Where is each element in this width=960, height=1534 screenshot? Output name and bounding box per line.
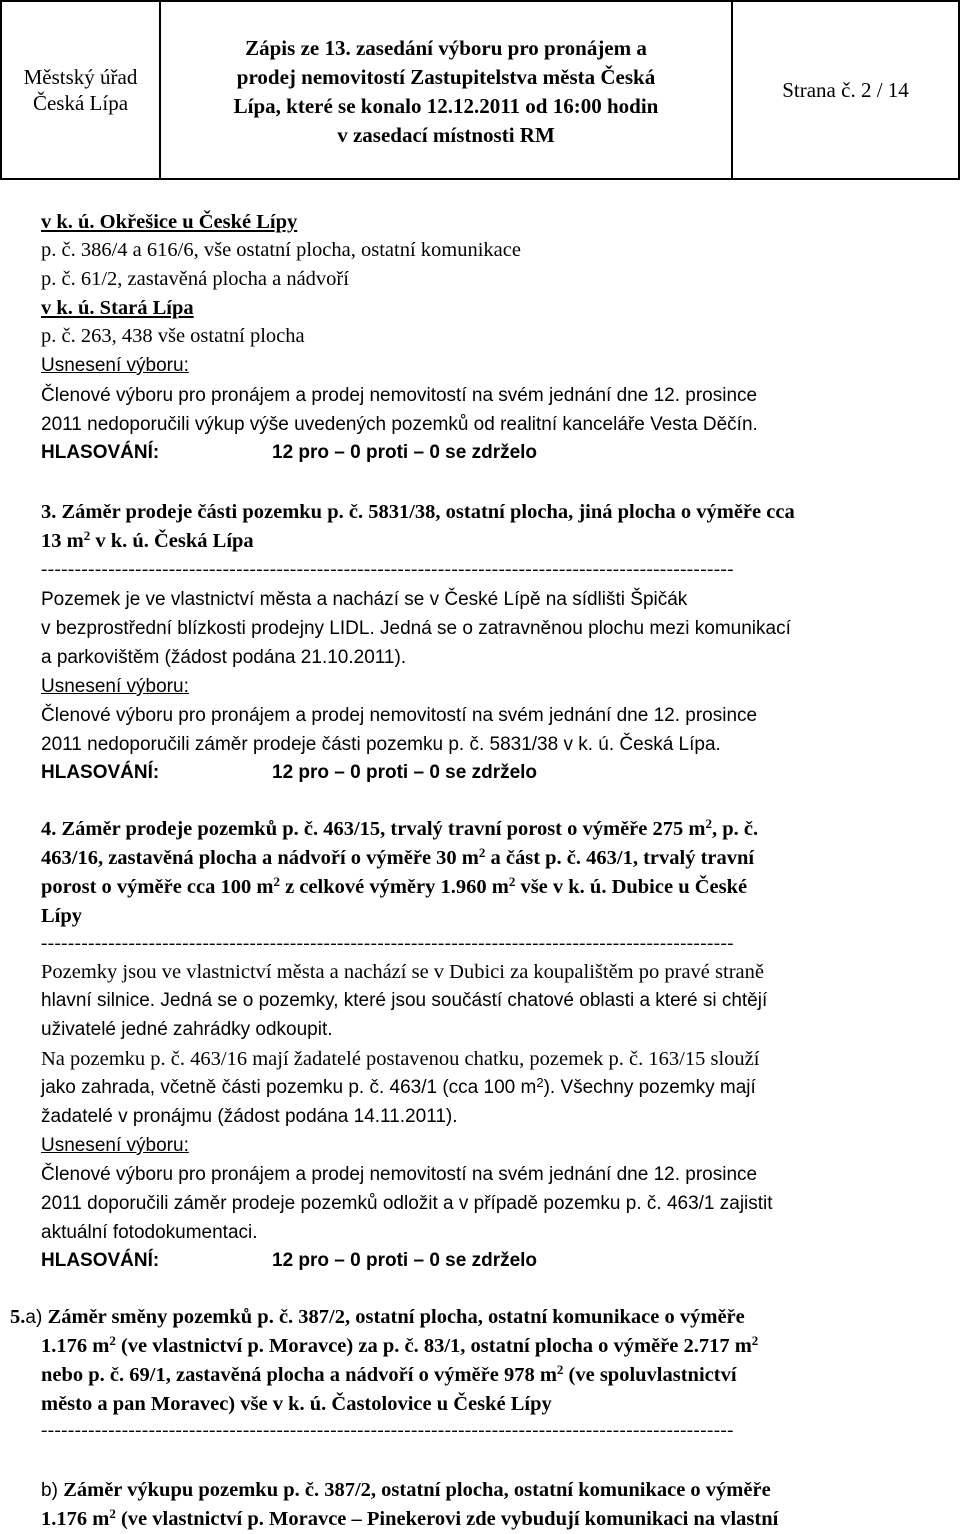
resolution-label: Usnesení výboru: (41, 1135, 189, 1156)
section-4-text-line-5: jako zahrada, včetně části pozemku p. č. 463/1 (cca 100 $m^2$). Všechny pozemky mají (41, 1075, 756, 1098)
resolution-label: Usnesení výboru: (41, 355, 189, 376)
section-3-text-line-3: a parkovištěm (žádost podána 21.10.2011). (41, 647, 407, 668)
section-4-heading-line-3: porost o výměře cca 100 $m^2$ z celkové výměry 1.960 $m^2$ vše v k. ú. Dubice u České (41, 874, 748, 898)
office-line-1: Městský úřad (23, 65, 138, 89)
separator-line: ------------------------------------------------------------------------------------------------------- (41, 1420, 734, 1441)
section-3-text-line-2: v bezprostřední blízkosti prodejny LIDL. Jedná se o zatravněnou plochu mezi komunikací (41, 618, 791, 639)
separator-line: ------------------------------------------------------------------------------------------------------- (41, 559, 734, 580)
section-4-text-line-1: Pozemky jsou ve vlastnictví města a nachází se v Dubici za koupalištěm po pravé straně (41, 961, 764, 983)
vote-label: HLASOVÁNÍ: (41, 442, 160, 463)
section-3-text-line-1: Pozemek je ve vlastnictví města a nachází se v České Lípě na sídlišti Špičák (41, 589, 688, 610)
title-cell (160, 1, 732, 179)
resolution-text-line-1: Členové výboru pro pronájem a prodej nemovitostí na svém jednání dne 12. prosince (41, 1164, 758, 1185)
title-line-2: prodej nemovitostí Zastupitelstva města Česká (236, 64, 656, 89)
vote-result: 12 pro – 0 proti – 0 se zdrželo (272, 1250, 538, 1271)
resolution-text-line-2: 2011 nedoporučili záměr prodeje části pozemku p. č. 5831/38 v k. ú. Česká Lípa. (41, 734, 721, 755)
vote-label: HLASOVÁNÍ: (41, 762, 160, 783)
intro-line-3: p. č. 61/2, zastavěná plocha a nádvoří (41, 268, 349, 290)
resolution-text-line-1: Členové výboru pro pronájem a prodej nemovitostí na svém jednání dne 12. prosince (41, 385, 758, 406)
section-3-heading-line-2: 13 $m^2$ v k. ú. Česká Lípa (41, 528, 254, 552)
intro-line-1: v k. ú. Okřešice u České Lípy (41, 211, 298, 233)
intro-line-5: p. č. 263, 438 vše ostatní plocha (41, 325, 305, 347)
section-5-heading-line-2: 1.176 $m^2$ (ve vlastnictví p. Moravce) za p. č. 83/1, ostatní plocha o výměře 2.717 $m^2$ (41, 1333, 759, 1357)
vote-label: HLASOVÁNÍ: (41, 1250, 160, 1271)
section-4-heading-line-4: Lípy (41, 905, 83, 927)
office-line-2: Česká Lípa (32, 91, 129, 115)
section-4-text-line-6: žadatelé v pronájmu (žádost podána 14.11.2011). (41, 1106, 458, 1127)
separator-line: ------------------------------------------------------------------------------------------------------- (41, 933, 734, 954)
section-3-heading-line-1: 3. Záměr prodeje části pozemku p. č. 5831/38, ostatní plocha, jiná plocha o výměře cca (41, 501, 795, 523)
resolution-text-line-2: 2011 nedoporučili výkup výše uvedených pozemků od realitní kanceláře Vesta Děčín. (41, 414, 758, 435)
resolution-text-line-1: Členové výboru pro pronájem a prodej nemovitostí na svém jednání dne 12. prosince (41, 705, 758, 726)
resolution-text-line-3: aktuální fotodokumentaci. (41, 1222, 258, 1243)
section-4-text-line-3: uživatelé jedné zahrádky odkoupit. (41, 1019, 333, 1040)
section-4-heading-line-2: 463/16, zastavěná plocha a nádvoří o výměře 30 $m^2$ a část p. č. 463/1, trvalý travní (41, 845, 755, 869)
section-4-heading-line-1: 4. Záměr prodeje pozemků p. č. 463/15, trvalý travní porost o výměře 275 $m^2$, p. č. (41, 816, 759, 840)
section-5-heading-line-1: 5.a) Záměr směny pozemků p. č. 387/2, ostatní plocha, ostatní komunikace o výměře (10, 1306, 745, 1328)
resolution-text-line-2: 2011 doporučili záměr prodeje pozemků odložit a v případě pozemku p. č. 463/1 zajistit (41, 1193, 773, 1214)
resolution-label: Usnesení výboru: (41, 676, 189, 697)
title-line-4: v zasedací místnosti RM (337, 122, 555, 147)
section-4-text-line-4: Na pozemku p. č. 463/16 mají žadatelé postavenou chatku, pozemek p. č. 163/15 slouží (41, 1048, 760, 1070)
section-5b-heading-line-2: 1.176 $m^2$ (ve vlastnictví p. Moravce – Pinekerovi zde vybudují komunikaci na vlastní (41, 1506, 779, 1530)
vote-result: 12 pro – 0 proti – 0 se zdrželo (272, 442, 538, 463)
office-cell (1, 1, 160, 179)
section-5-heading-line-3: nebo p. č. 69/1, zastavěná plocha a nádvoří o výměře 978 $m^2$ (ve spoluvlastnictví (41, 1362, 737, 1386)
title-line-1: Zápis ze 13. zasedání výboru pro pronájem a (245, 35, 647, 60)
vote-result: 12 pro – 0 proti – 0 se zdrželo (272, 762, 538, 783)
section-5-heading-line-4: město a pan Moravec) vše v k. ú. Častolovice u České Lípy (41, 1393, 552, 1415)
intro-line-4: v k. ú. Stará Lípa (41, 297, 194, 319)
intro-line-2: p. č. 386/4 a 616/6, vše ostatní plocha, ostatní komunikace (41, 239, 521, 261)
section-5b-heading-line-1: b) Záměr výkupu pozemku p. č. 387/2, ostatní plocha, ostatní komunikace o výměře (41, 1479, 771, 1501)
title-line-3: Lípa, které se konalo 12.12.2011 od 16:00 hodin (233, 93, 659, 118)
section-4-text-line-2: hlavní silnice. Jedná se o pozemky, které jsou součástí chatové oblasti a které si chtějí (41, 990, 768, 1011)
page-number: Strana č. 2 / 14 (732, 1, 959, 179)
document-header (0, 0, 960, 180)
